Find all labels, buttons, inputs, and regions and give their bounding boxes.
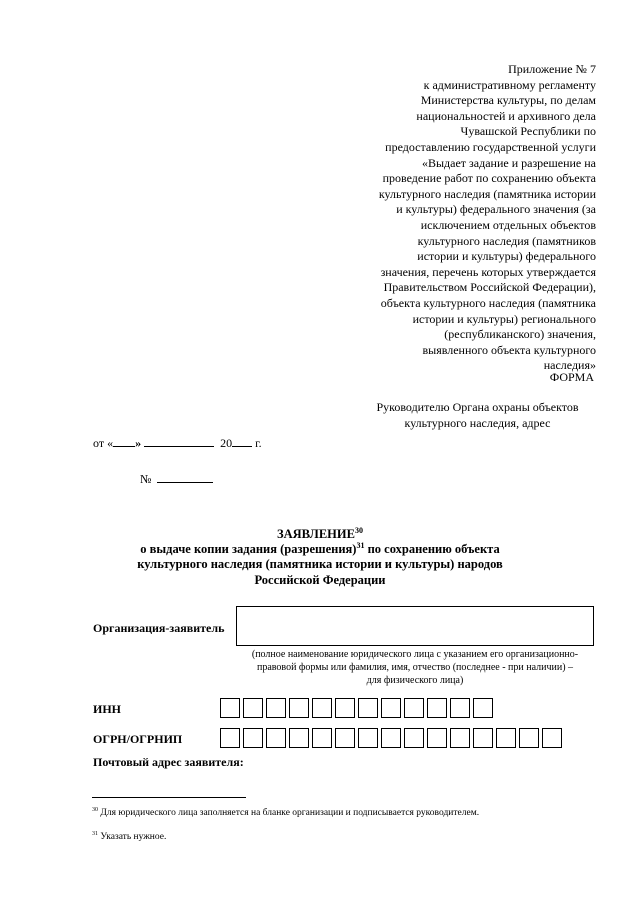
date-line <box>93 435 262 451</box>
form-label: ФОРМА <box>549 370 594 384</box>
footnote-30: $^{30}$ Для юридического лица заполняется на бланке организации и подписывается руководителем. <box>92 807 480 819</box>
title-line: культурного наследия (памятника истории и культуры) народов <box>137 557 503 572</box>
appendix-line: (республиканского) значения, <box>444 327 596 342</box>
inn-digit-cell[interactable] <box>404 698 424 718</box>
ogrn-digit-cell[interactable] <box>473 728 493 748</box>
footnote-ref: 30 <box>354 525 363 535</box>
inn-digit-cell[interactable] <box>335 698 355 718</box>
ogrn-digit-cell[interactable] <box>427 728 447 748</box>
ogrn-cells[interactable] <box>220 728 565 748</box>
inn-digit-cell[interactable] <box>289 698 309 718</box>
appendix-line: Приложение № 7 <box>508 62 596 76</box>
year-prefix: 20 <box>220 436 233 450</box>
inn-digit-cell[interactable] <box>427 698 447 718</box>
inn-digit-cell[interactable] <box>473 698 493 718</box>
appendix-line: истории и культуры) регионального <box>412 311 596 326</box>
ogrn-digit-cell[interactable] <box>542 728 562 748</box>
ogrn-digit-cell[interactable] <box>312 728 332 748</box>
org-name-field[interactable] <box>236 606 594 646</box>
month-blank[interactable] <box>144 435 214 447</box>
year-blank[interactable] <box>232 435 252 447</box>
footnote-ref: 31 <box>356 541 365 551</box>
title-heading: ЗАЯВЛЕНИЕ$^{30}$ <box>277 525 363 541</box>
appendix-line: «Выдает задание и разрешение на <box>421 155 596 170</box>
ogrn-digit-cell[interactable] <box>519 728 539 748</box>
appendix-line: национальностей и архивного дела <box>416 108 596 123</box>
appendix-line: истории и культуры) федерального <box>417 249 596 264</box>
footnote-31: $^{31}$ Указать нужное. <box>92 831 167 843</box>
title-line: о выдаче копии задания (разрешения)$^{31}$ по сохранению объекта <box>140 541 500 557</box>
inn-digit-cell[interactable] <box>243 698 263 718</box>
ogrn-digit-cell[interactable] <box>335 728 355 748</box>
ogrn-digit-cell[interactable] <box>289 728 309 748</box>
ogrn-digit-cell[interactable] <box>496 728 516 748</box>
inn-digit-cell[interactable] <box>312 698 332 718</box>
appendix-line: исключением отдельных объектов <box>420 217 596 232</box>
appendix-line: наследия» <box>543 358 596 373</box>
addressee-line: Руководителю Органа охраны объектов <box>376 400 579 414</box>
inn-digit-cell[interactable] <box>220 698 240 718</box>
postal-address-label: Почтовый адрес заявителя: <box>93 755 244 769</box>
addressee-block <box>360 400 595 431</box>
inn-digit-cell[interactable] <box>266 698 286 718</box>
ogrn-digit-cell[interactable] <box>266 728 286 748</box>
inn-cells[interactable] <box>220 698 496 718</box>
date-suffix: г. <box>252 436 262 450</box>
footnote-separator <box>92 797 246 798</box>
ogrn-label: ОГРН/ОГРНИП <box>93 732 183 746</box>
inn-digit-cell[interactable] <box>358 698 378 718</box>
inn-digit-cell[interactable] <box>381 698 401 718</box>
date-prefix: от « <box>93 436 114 450</box>
ogrn-digit-cell[interactable] <box>381 728 401 748</box>
appendix-line: проведение работ по сохранению объекта <box>382 171 596 186</box>
addressee-line: культурного наследия, адрес <box>404 415 551 430</box>
appendix-line: Правительством Российской Федерации), <box>383 280 596 295</box>
appendix-line: Министерства культуры, по делам <box>420 93 596 108</box>
appendix-line: культурного наследия (памятника истории <box>378 186 596 201</box>
appendix-line: и культуры) федерального значения (за <box>396 202 596 217</box>
number-blank[interactable] <box>157 471 213 483</box>
org-label: Организация-заявитель <box>93 621 225 635</box>
ogrn-digit-cell[interactable] <box>358 728 378 748</box>
ogrn-digit-cell[interactable] <box>404 728 424 748</box>
title-line: Российской Федерации <box>254 572 386 587</box>
appendix-line: к административному регламенту <box>423 77 596 92</box>
date-quote: » <box>135 436 142 450</box>
appendix-block <box>296 62 596 374</box>
ogrn-digit-cell[interactable] <box>220 728 240 748</box>
appendix-line: Чувашской Республики по <box>460 124 596 139</box>
ogrn-digit-cell[interactable] <box>450 728 470 748</box>
inn-digit-cell[interactable] <box>450 698 470 718</box>
day-blank[interactable] <box>113 435 135 447</box>
number-label: № <box>140 472 152 486</box>
inn-label: ИНН <box>93 702 122 716</box>
appendix-line: объекта культурного наследия (памятника <box>380 295 596 310</box>
appendix-line: предоставлению государственной услуги <box>385 139 596 154</box>
appendix-line: значения, перечень которых утверждается <box>380 264 596 279</box>
appendix-line: выявленного объекта культурного <box>422 342 596 357</box>
document-title <box>94 527 546 588</box>
appendix-line: культурного наследия (памятников <box>417 233 596 248</box>
ogrn-digit-cell[interactable] <box>243 728 263 748</box>
org-hint: (полное наименование юридического лица с указанием его организационно- правовой формы или фамилия, имя, отчество (последнее - при наличии) – для физического лица) <box>251 649 579 686</box>
number-line <box>140 471 213 487</box>
